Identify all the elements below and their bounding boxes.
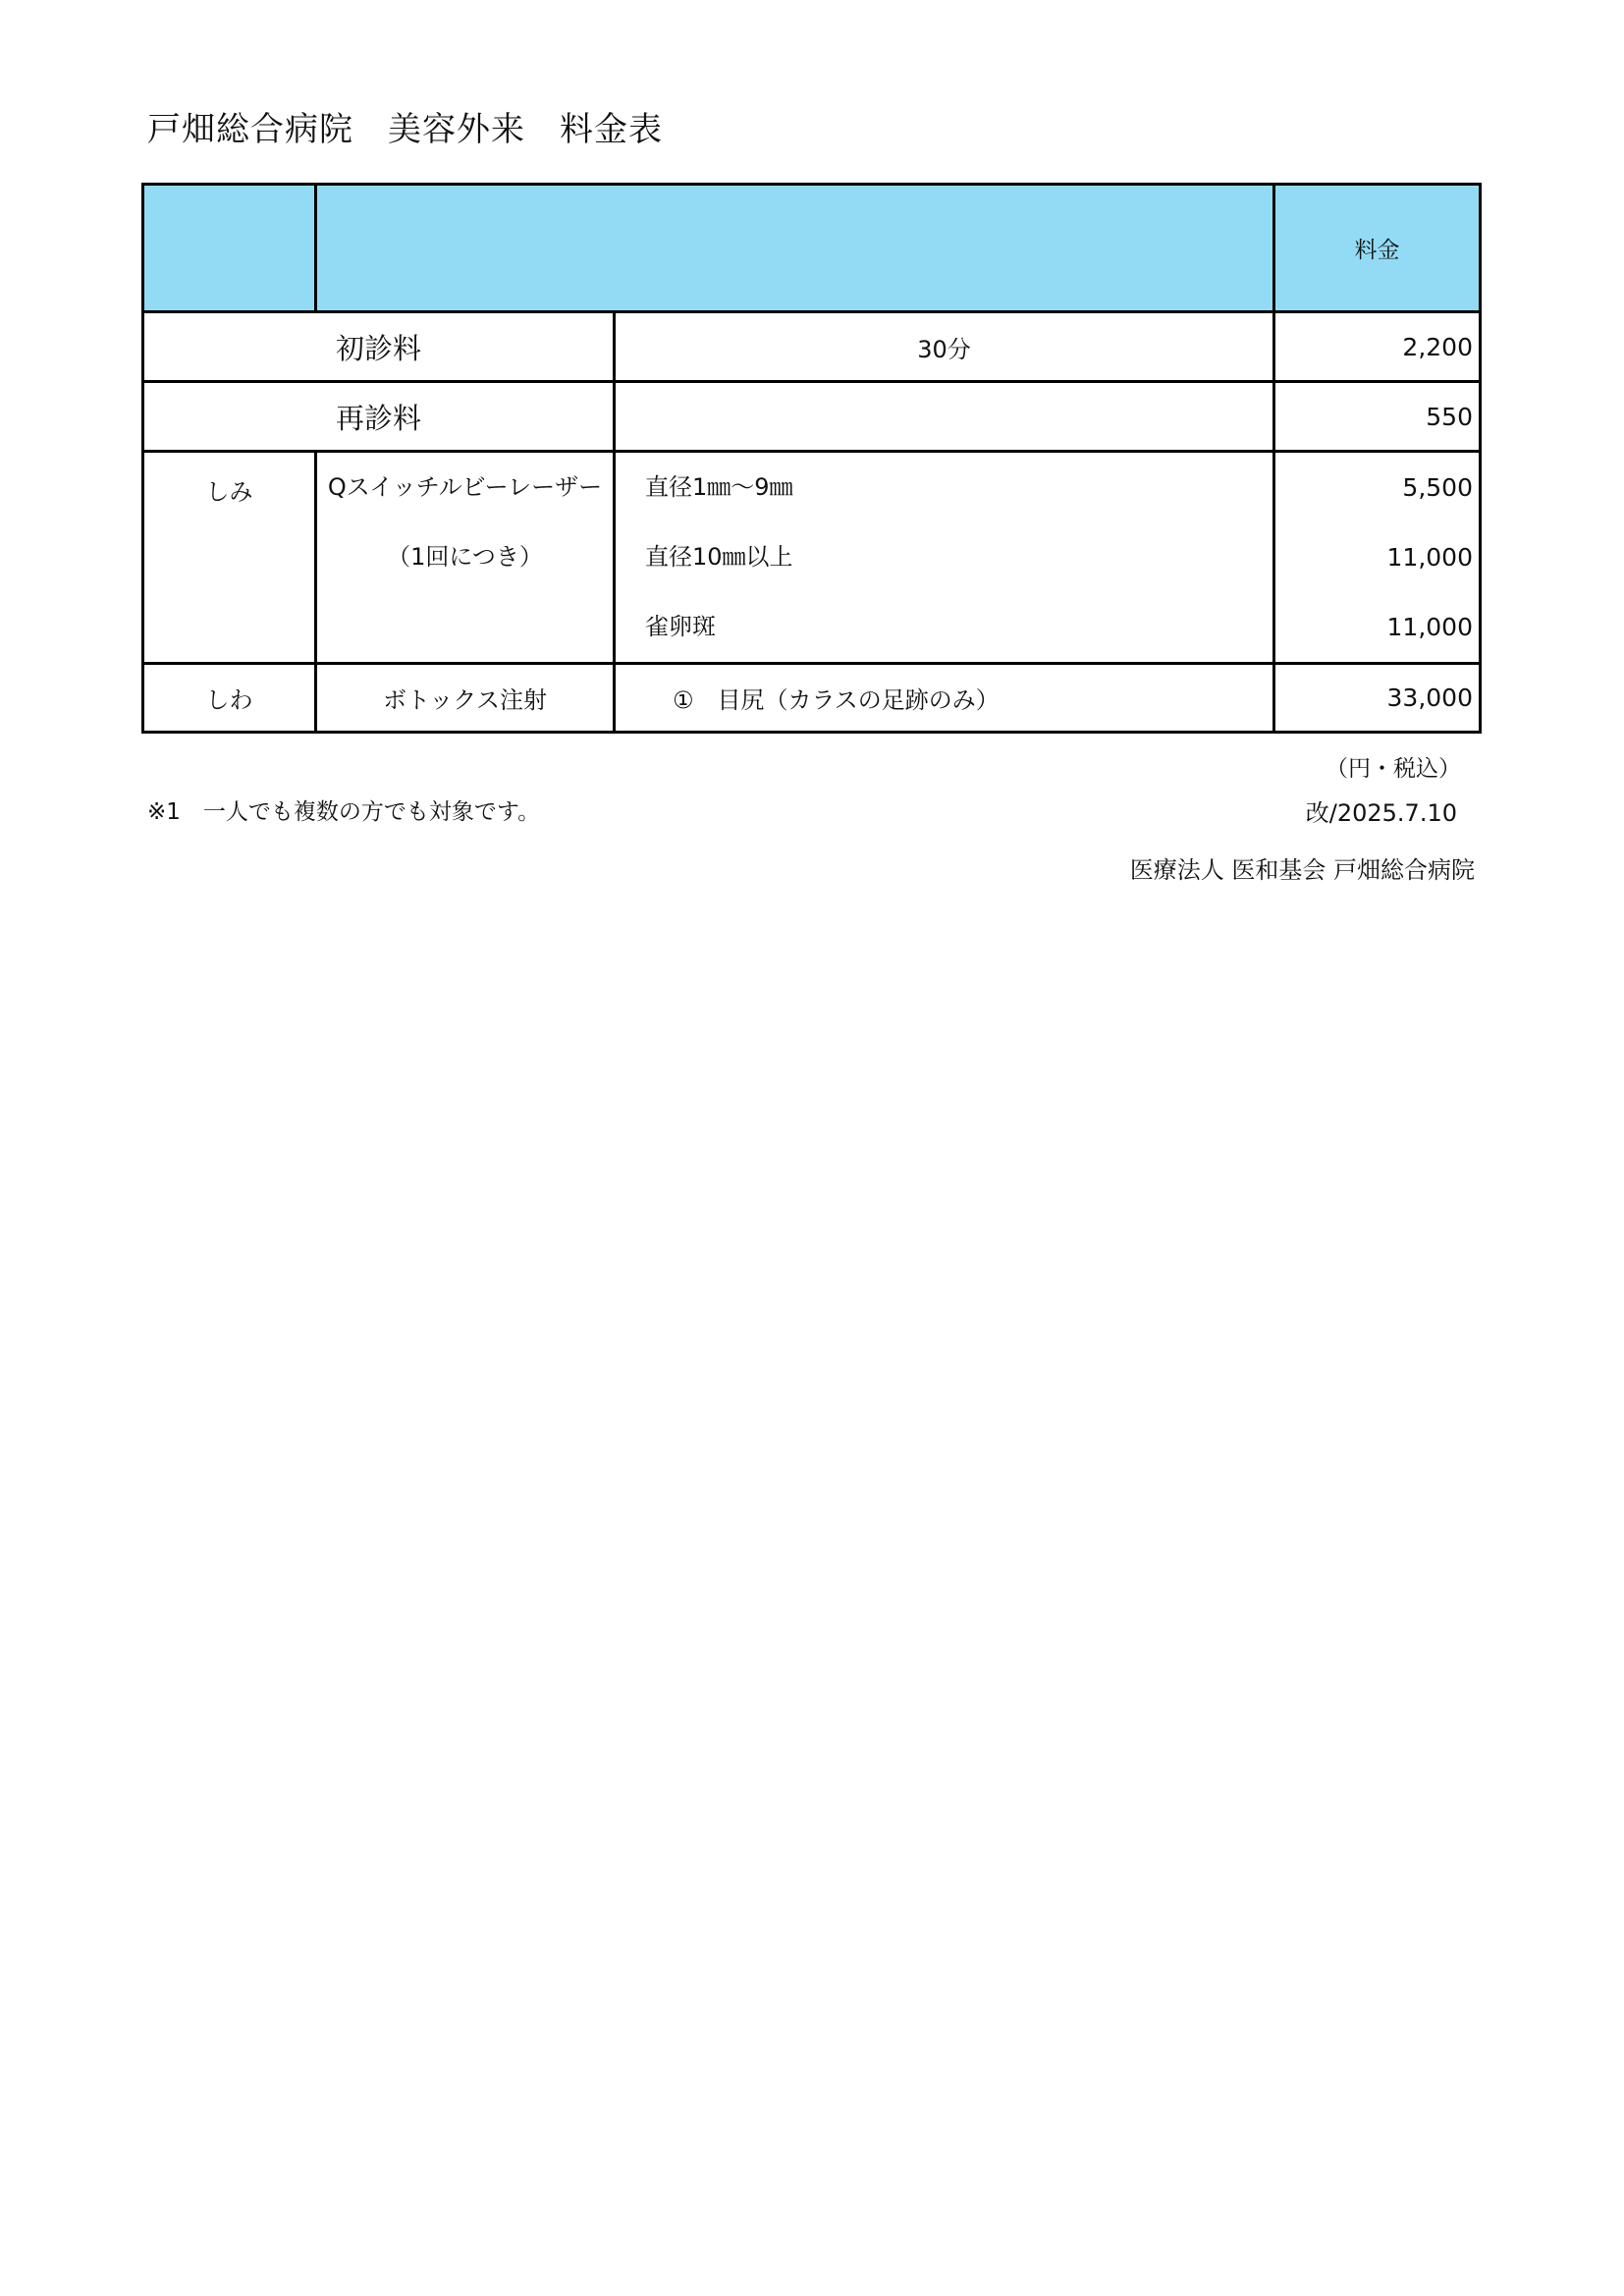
- header-price-cell: 料金: [1274, 185, 1481, 312]
- shimi-treatment-cell: [316, 452, 615, 664]
- header-treatment-cell: [316, 185, 1274, 312]
- first-visit-detail: 30分: [615, 312, 1274, 382]
- table-row-shimi: [143, 452, 1481, 664]
- shimi-price-1: 5,500: [1402, 473, 1473, 502]
- shimi-price-3: 11,000: [1386, 613, 1473, 641]
- fee-table: [141, 183, 1482, 734]
- shimi-detail-3: 雀卵斑: [645, 613, 716, 640]
- shimi-price-cell: [1274, 452, 1481, 664]
- shimi-detail-cell: [615, 452, 1274, 664]
- table-row-revisit: [143, 382, 1481, 452]
- shiwa-price: 33,000: [1274, 664, 1481, 733]
- shiwa-category: しわ: [143, 664, 316, 733]
- shimi-price-2: 11,000: [1386, 543, 1473, 572]
- first-visit-price: 2,200: [1274, 312, 1481, 382]
- shiwa-treatment: ボトックス注射: [316, 664, 615, 733]
- shimi-detail-1: 直径1㎜～9㎜: [645, 473, 793, 501]
- currency-unit-note: （円・税込）: [1326, 756, 1461, 782]
- shimi-treatment-note: （1回につき）: [387, 543, 543, 571]
- revisit-price: 550: [1274, 382, 1481, 452]
- shimi-category: しみ: [143, 452, 316, 664]
- organization-name: 医療法人 医和基会 戸畑総合病院: [1129, 856, 1475, 884]
- header-category-cell: [143, 185, 316, 312]
- table-row-shiwa: [143, 664, 1481, 733]
- table-row-first-visit: [143, 312, 1481, 382]
- revision-date: 改/2025.7.10: [1305, 799, 1457, 827]
- shiwa-detail: ① 目尻（カラスの足跡のみ）: [615, 664, 1274, 733]
- shimi-detail-2: 直径10㎜以上: [645, 543, 793, 571]
- page-title: 戸畑総合病院 美容外来 料金表: [147, 110, 663, 149]
- revisit-detail: [615, 382, 1274, 452]
- shimi-treatment: Qスイッチルビーレーザー: [327, 473, 603, 501]
- footnote-1: ※1 一人でも複数の方でも対象です。: [147, 799, 541, 825]
- first-visit-label: 初診料: [143, 312, 615, 382]
- table-header-row: [143, 185, 1481, 312]
- revisit-label: 再診料: [143, 382, 615, 452]
